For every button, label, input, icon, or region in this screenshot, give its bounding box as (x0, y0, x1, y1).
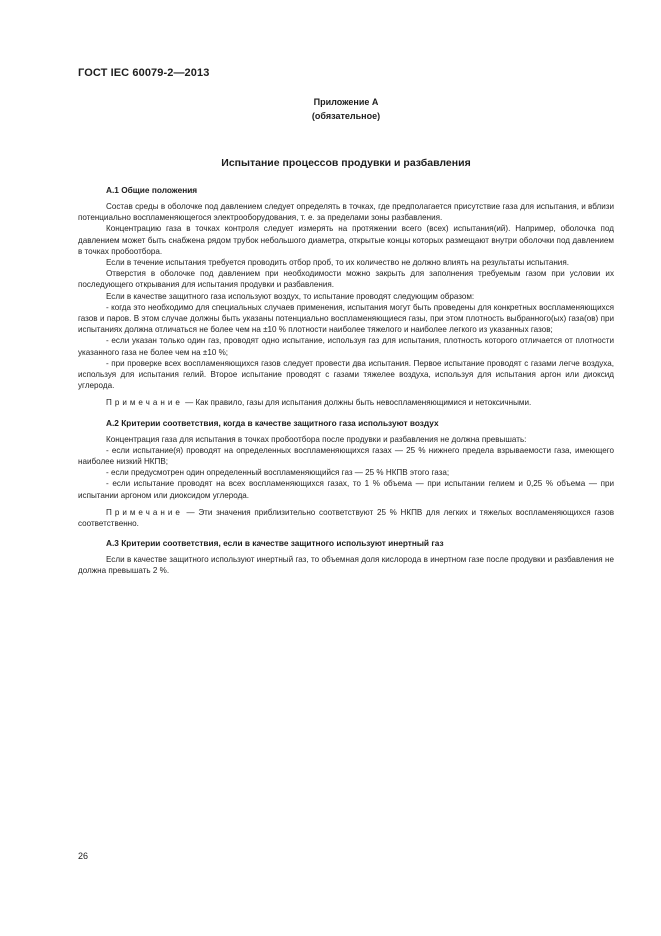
document-body (78, 185, 614, 577)
appendix-title: Приложение А (313, 97, 379, 107)
list-item: - если испытание(я) проводят на определенных воспламеняющихся газах — 25 % нижнего предела взрываемости газа, имеющего наиболее низкий НКПВ; (78, 445, 614, 467)
paragraph: Если в качестве защитного используют инертный газ, то объемная доля кислорода в инертном газе после продувки и разбавления не должна превышать 2 %. (78, 555, 614, 576)
list-item: - если испытание проводят на всех воспламеняющихся газах, то 1 % объема — при испытании гелием и 0,25 % объема — при испытании аргоном или диоксидом углерода. (78, 479, 614, 500)
note-label: Примечание (106, 507, 183, 517)
list-item: - если предусмотрен один определенный воспламеняющийся газ — 25 % НКПВ этого газа; (106, 468, 450, 478)
note-label: Примечание (106, 398, 183, 408)
section-a3-heading: А.3 Критерии соответствия, если в качестве защитного используют инертный газ (106, 538, 444, 549)
page-number: 26 (78, 851, 89, 861)
appendix-subtitle: (обязательное) (311, 111, 381, 121)
section-a1-heading: А.1 Общие положения (106, 185, 198, 195)
list-item: - когда это необходимо для специальных случаев применения, испытания могут быть проведены для конкретных воспламеняющихся газов и паров. В этом случае должны быть указаны потенциально воспламеняющиеся газы, при этом плотность выбранного(ых) газа(ов) при испытаниях должна отличаться не более чем на ±10 % плотности наиболее тяжелого и наиболее легкого из указанных газов; (78, 302, 614, 335)
note (78, 397, 614, 408)
main-title: Испытание процессов продувки и разбавления (221, 157, 471, 169)
paragraph: Если в качестве защитного газа используют воздух, то испытание проводят следующим образом: (106, 291, 475, 301)
paragraph: Отверстия в оболочке под давлением при необходимости можно закрыть для заполнения требуемым газом при условии их последующего открывания для испытания продувки и разбавления. (78, 269, 614, 290)
note-text: — Эти значения приблизительно соответствуют 25 % НКПВ для легких и тяжелых воспламеняющихся газов соответственно. (78, 507, 614, 529)
list-item: - при проверке всех воспламеняющихся газов следует провести два испытания. Первое испытание проводят с газами легче воздуха, используя для испытания гелий. Второе испытание проводят с газами тяжелее воздуха, используя для испытания аргон или диоксид углерода. (78, 358, 614, 391)
note (78, 507, 614, 529)
section-a2-heading: А.2 Критерии соответствия, когда в качестве защитного газа используют воздух (106, 417, 439, 428)
appendix-block (78, 95, 614, 123)
paragraph: Состав среды в оболочке под давлением следует определять в точках, где предполагается присутствие газа для испытания, и вблизи потенциально воспламеняющегося электрооборудования, т. е. за пределами зоны разбавления. (78, 202, 614, 223)
standard-header: ГОСТ IEC 60079-2—2013 (78, 67, 210, 79)
list-item: - если указан только один газ, проводят одно испытание, используя газ для испытания, плотность которого отличается от плотности указанного газа не более чем на ±10 %; (78, 336, 614, 357)
note-text: — Как правило, газы для испытания должны быть невоспламеняющимися и нетоксичными. (182, 398, 532, 408)
paragraph: Концентрация газа для испытания в точках пробоотбора после продувки и разбавления не должна превышать: (106, 434, 527, 444)
paragraph: Если в течение испытания требуется проводить отбор проб, то их количество не должно влиять на результаты испытания. (106, 258, 569, 268)
paragraph: Концентрацию газа в точках контроля следует измерять на протяжении всего (всех) испытания(ий). Например, оболочка под давлением может быть снабжена рядом трубок небольшого диаметра, открытые концы которых размещают внутри оболочки под давлением в точках пробоотбора. (78, 224, 614, 256)
